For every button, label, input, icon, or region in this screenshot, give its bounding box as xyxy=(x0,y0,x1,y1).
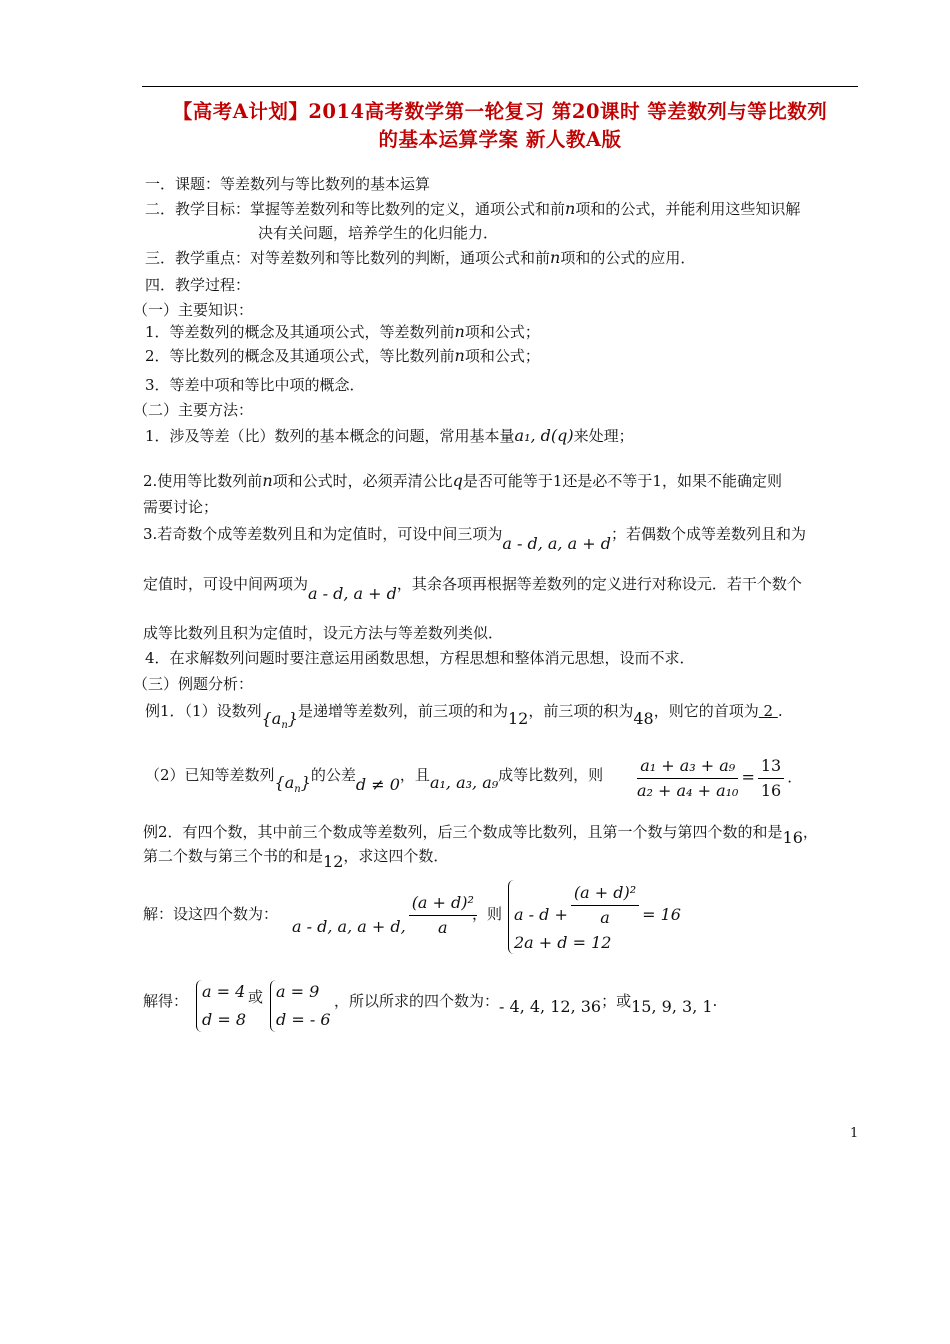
answer-first-term: 2 xyxy=(758,702,778,720)
knowledge-item-3: 3．等差中项和等比中项的概念． xyxy=(145,376,365,394)
math-n: n xyxy=(550,248,561,267)
result-d1: d = 8 xyxy=(202,1010,246,1029)
goals-text-a: 二．教学目标：掌握等差数列和等比数列的定义，通项公式和前 xyxy=(145,200,566,218)
example-1-part-2 xyxy=(145,765,604,796)
e3-text-c: 第二个数与第三个书的和是 xyxy=(143,847,324,865)
result-a2: a = 9 xyxy=(276,982,320,1001)
m2-text-c: 是否可能等于1还是必不等于1，如果不能确定则 xyxy=(462,472,782,490)
example-2-line-1 xyxy=(143,822,818,847)
method-item-1 xyxy=(145,426,634,446)
math-n: n xyxy=(454,346,465,365)
e1-text-c: ，前三项的积为 xyxy=(528,702,634,720)
math-12: 12 xyxy=(507,709,529,728)
math-48: 48 xyxy=(633,709,654,728)
math-three-terms: a - d, a, a + d xyxy=(502,534,611,553)
e2-text-b: 的公差 xyxy=(310,766,356,784)
knowledge-item-2 xyxy=(145,346,540,366)
e2-text-d: 成等比数列，则 xyxy=(498,766,604,784)
method-item-3-cont xyxy=(143,574,802,603)
m3-text-d: ，其余各项再根据等差数列的定义进行对称设元．若干个数个 xyxy=(396,575,802,593)
solution-intro: 解：设这四个数为： xyxy=(143,905,279,923)
equation-2: 2a + d = 12 xyxy=(514,933,612,952)
e2-text-c: ，且 xyxy=(399,766,430,784)
m1-text-b: 来处理； xyxy=(573,427,634,445)
focus-text-a: 三．教学重点：对等差数列和等比数列的判断，通项公式和前 xyxy=(145,249,551,267)
m3-text-c: 定值时，可设中间两项为 xyxy=(143,575,309,593)
e2-text-a: （2）已知等差数列 xyxy=(145,766,275,784)
examples-heading: （三）例题分析： xyxy=(133,675,254,693)
method-item-3-end: 成等比数列且积为定值时，设元方法与等差数列类似． xyxy=(143,624,504,642)
equals-sign: = xyxy=(741,767,755,787)
k2-text-b: 项和公式； xyxy=(464,347,540,365)
e1-text-d: ，则它的首项为 xyxy=(653,702,759,720)
eq1-fraction: $\frac{\text{(a + d)²}}{a}$ xyxy=(571,883,639,928)
e3-text-a: 例2．有四个数，其中前三个数成等差数列，后三个数成等比数列，且第一个数与第四个数的和是 xyxy=(143,823,783,841)
math-d-nonzero: d ≠ 0 xyxy=(355,775,400,794)
math-square-fraction: $\frac{\text{(a + d)²}}{a}$ xyxy=(409,893,477,938)
math-n: n xyxy=(565,199,576,218)
example-2-line-2 xyxy=(143,846,449,871)
math-a1-a3-a9: a₁, a₃, a₉ xyxy=(429,773,499,792)
math-n: n xyxy=(454,322,465,341)
section-topic: 一．课题：等差数列与等比数列的基本运算 xyxy=(145,175,431,193)
method-item-2 xyxy=(143,471,782,491)
goals-text-b: 项和的公式，并能利用这些知识解 xyxy=(575,200,801,218)
header-rule xyxy=(142,86,858,87)
result-conclusion: ，所以所求的四个数为：- 4, 4, 12, 36；或15, 9, 3, 1. xyxy=(334,992,718,1016)
m3-text-b: ；若偶数个成等差数列且和为 xyxy=(610,525,806,543)
method-item-4: 4．在求解数列问题时要注意运用函数思想，方程思想和整体消元思想，设而不求． xyxy=(145,649,695,667)
m3-text-a: 3.若奇数个成等差数列且和为定值时，可设中间三项为 xyxy=(143,525,503,543)
answer-set-2: 15, 9, 3, 1 xyxy=(631,997,713,1016)
math-sequence-an: $\{a_n\}$ xyxy=(261,709,298,732)
math-base-quantities: a₁, d(q) xyxy=(514,426,574,445)
result-or: 或 xyxy=(248,988,264,1006)
m2-text-b: 项和公式时，必须弄清公比 xyxy=(272,472,453,490)
ratio-fraction: $\frac{\text{a₁ + a₃ + a₉}}{\text{a₂ + a₄ + a₁₀}}$ = $\frac{13}{16}$ . xyxy=(637,756,792,800)
focus-text-b: 项和的公式的应用． xyxy=(560,249,696,267)
e3-text-d: ，求这四个数． xyxy=(343,847,449,865)
page-number: 1 xyxy=(850,1126,859,1141)
solution-four-numbers xyxy=(292,893,480,938)
method-item-3 xyxy=(143,524,806,553)
math-12: 12 xyxy=(323,852,344,871)
solution-then: ，则 xyxy=(472,905,503,923)
document-title-line1: 【高考A计划】2014高考数学第一轮复习 第20课时 等差数列与等比数列 xyxy=(172,100,828,123)
result-a1: a = 4 xyxy=(202,982,246,1001)
section-goals-cont: 决有关问题，培养学生的化归能力． xyxy=(258,224,499,242)
knowledge-heading: （一）主要知识： xyxy=(133,301,254,319)
section-process: 四．教学过程： xyxy=(145,276,251,294)
k2-text-a: 2．等比数列的概念及其通项公式，等比数列前 xyxy=(145,347,455,365)
math-16: 16 xyxy=(782,828,803,847)
math-n: n xyxy=(262,471,273,490)
ratio-lhs-fraction: $\frac{\text{a₁ + a₃ + a₉}}{\text{a₂ + a₄ + a₁₀}}$ xyxy=(637,756,739,800)
equation-1: a - d + $\frac{\text{(a + d)²}}{a}$ = 16 xyxy=(514,883,681,927)
section-goals xyxy=(145,199,800,219)
methods-heading: （二）主要方法： xyxy=(133,401,254,419)
method-item-2-cont: 需要讨论； xyxy=(143,498,219,516)
e1-text-e: . xyxy=(777,702,783,720)
math-sequence-an: $\{a_n\}$ xyxy=(274,773,311,796)
math-q: q xyxy=(452,471,463,490)
answer-set-1: - 4, 4, 12, 36 xyxy=(499,997,602,1016)
m2-text-a: 2.使用等比数列前 xyxy=(143,472,263,490)
e1-text-a: 例1．（1）设数列 xyxy=(145,702,262,720)
document-title-line2: 的基本运算学案 新人教A版 xyxy=(378,128,622,151)
example-1-part-1 xyxy=(145,701,783,732)
math-four-terms: a - d, a, a + d, xyxy=(292,916,406,936)
result-intro: 解得： xyxy=(143,992,189,1010)
result-d2: d = - 6 xyxy=(276,1010,331,1029)
e3-text-b: ， xyxy=(802,823,818,841)
k1-text-a: 1．等差数列的概念及其通项公式，等差数列前 xyxy=(145,323,455,341)
e1-text-b: 是递增等差数列，前三项的和为 xyxy=(297,702,508,720)
m1-text-a: 1．涉及等差（比）数列的基本概念的问题，常用基本量 xyxy=(145,427,515,445)
k1-text-b: 项和公式； xyxy=(464,323,540,341)
ratio-answer-fraction: $\frac{13}{16}$ xyxy=(758,756,784,801)
section-focus xyxy=(145,248,695,268)
knowledge-item-1 xyxy=(145,322,540,342)
math-two-terms: a - d, a + d xyxy=(308,584,397,603)
